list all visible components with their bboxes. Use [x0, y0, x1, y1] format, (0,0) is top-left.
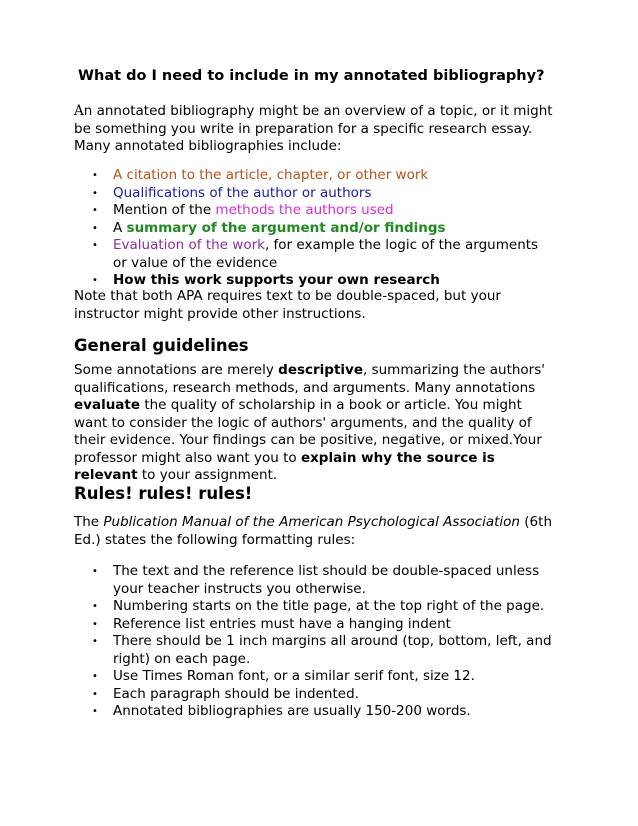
qualifications-item: Qualifications of the author or authors: [113, 184, 372, 201]
include-list: [74, 167, 554, 290]
list-item: [74, 598, 554, 616]
rule-text: Each paragraph should be indented.: [113, 685, 359, 702]
list-item: [74, 563, 554, 598]
general-text-1: Some annotations are merely: [74, 362, 279, 378]
citation-item: A citation to the article, chapter, or other work: [113, 167, 429, 183]
general-text-3: the quality of scholarship in a book or article. You might want to consider the logic of authors' arguments, and the quality of their evidence. Your findings can be positive, negative, or mixed.Your professor might also want you to: [74, 397, 542, 466]
rules-heading: Rules! rules! rules!: [74, 484, 253, 503]
page-title: What do I need to include in my annotated bibliography?: [78, 68, 545, 84]
list-item: [74, 616, 554, 634]
list-item: [74, 686, 554, 704]
rule-text: The text and the reference list should be double-spaced unless your teacher instructs you otherwise.: [113, 563, 540, 597]
rules-intro-suffix: (6th Ed.) states the following formatting rules:: [74, 514, 552, 548]
supports-item: How this work supports your own research: [113, 272, 440, 288]
list-item: [74, 202, 554, 220]
bullet-icon: •: [92, 601, 98, 612]
bullet-icon: •: [92, 618, 98, 630]
list-item: [74, 668, 554, 686]
relevance-term: explain why the source is relevant: [74, 449, 495, 483]
evaluation-item-rest: , for example the logic of the arguments or value of the evidence: [113, 237, 539, 271]
rules-intro-prefix: The: [74, 514, 104, 530]
bullet-icon: •: [92, 187, 98, 199]
rules-list: [74, 563, 554, 721]
general-text-2: , summarizing the authors' qualifications, research methods, and arguments. Many annotations: [74, 362, 545, 396]
bullet-icon: •: [92, 170, 98, 181]
evaluation-item-highlight: Evaluation of the work: [113, 237, 265, 253]
bullet-icon: •: [92, 566, 98, 577]
list-item: [74, 220, 554, 238]
bullet-icon: •: [92, 222, 98, 234]
descriptive-term: descriptive: [278, 362, 363, 378]
list-item: [74, 703, 554, 721]
rules-intro-paragraph: [74, 514, 554, 549]
general-guidelines-heading: General guidelines: [74, 336, 249, 355]
intro-paragraph: [74, 103, 554, 156]
summary-item-highlight: summary of the argument and/or findings: [126, 219, 446, 236]
list-item: [74, 272, 554, 290]
intro-dropcap: A: [74, 103, 84, 119]
methods-item-highlight: methods the authors used: [215, 202, 394, 218]
general-paragraph: [74, 362, 556, 485]
list-item: [74, 167, 554, 185]
rule-text: There should be 1 inch margins all around (top, bottom, left, and right) on each page.: [113, 633, 552, 667]
rule-text: Annotated bibliographies are usually 150-200 words.: [113, 703, 471, 719]
bullet-icon: •: [92, 688, 98, 700]
list-item: [74, 633, 554, 668]
evaluate-term: evaluate: [74, 397, 141, 413]
general-text-4: to your assignment.: [137, 467, 278, 483]
rule-text: Use Times Roman font, or a similar serif font, size 12.: [113, 668, 475, 684]
list-item: [74, 185, 554, 203]
bullet-icon: •: [92, 636, 98, 647]
summary-item-prefix: A: [113, 219, 127, 236]
note-paragraph: Note that both APA requires text to be double-spaced, but your instructor might provide other instructions.: [74, 288, 501, 322]
intro-text: n annotated bibliography might be an overview of a topic, or it might be something you write in preparation for a specific research essay. Many annotated bibliographies include:: [74, 103, 553, 154]
bullet-icon: •: [92, 671, 98, 682]
rule-text: Reference list entries must have a hanging indent: [113, 615, 451, 632]
publication-manual-title: Publication Manual of the American Psychological Association: [103, 514, 520, 530]
bullet-icon: •: [92, 205, 98, 216]
list-item: [74, 237, 554, 272]
rule-text: Numbering starts on the title page, at the top right of the page.: [113, 598, 545, 614]
bullet-icon: •: [92, 275, 98, 286]
bullet-icon: •: [92, 240, 98, 251]
methods-item-prefix: Mention of the: [113, 202, 216, 218]
bullet-icon: •: [92, 706, 98, 717]
